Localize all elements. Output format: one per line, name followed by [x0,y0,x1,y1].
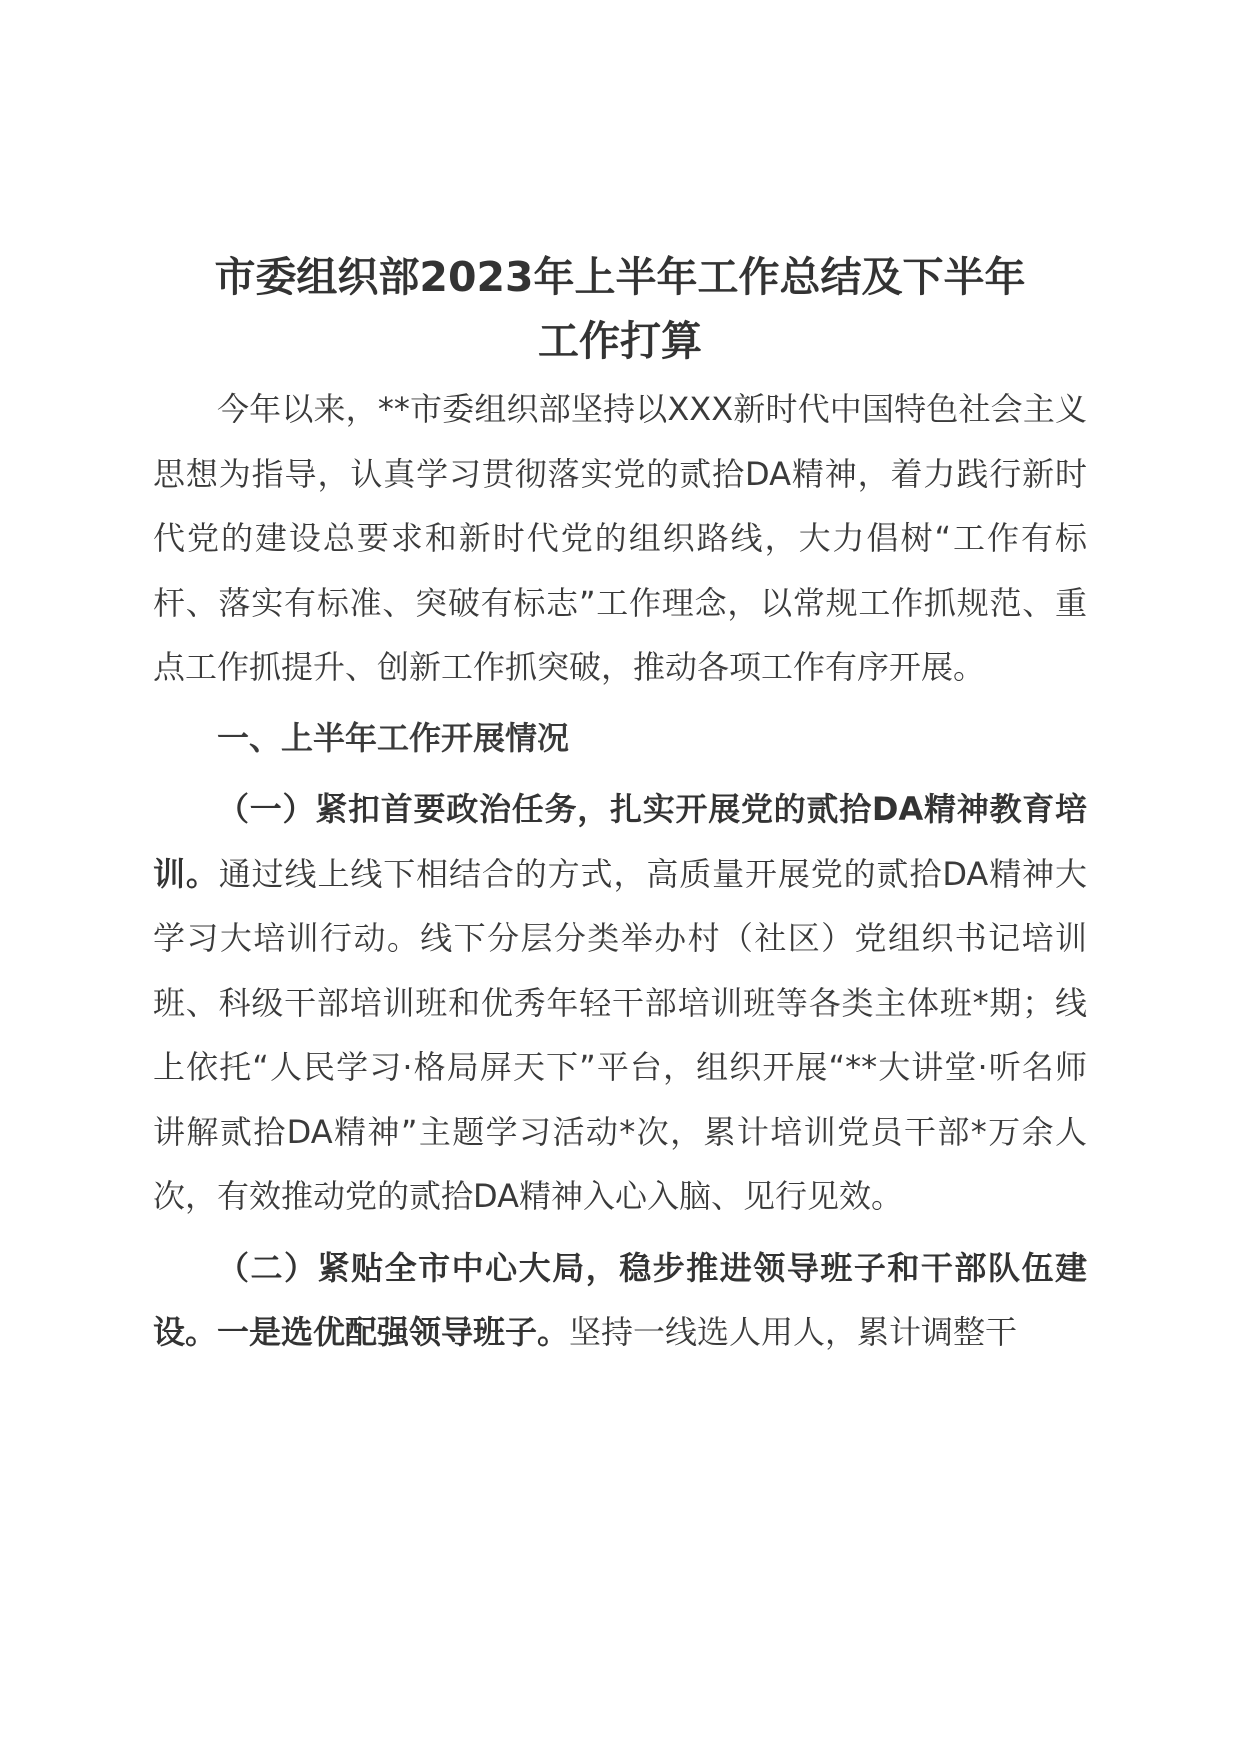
section-item-2-body: 坚持一线选人用人，累计调整干 [569,1313,1018,1351]
intro-paragraph: 今年以来，**市委组织部坚持以XXX新时代中国特色社会主义思想为指导，认真学习贯彻落实党的贰拾DA精神，着力践行新时代党的建设总要求和新时代党的组织路线，大力倡树“工作有标杆、落实有标准、突破有标志”工作理念，以常规工作抓规范、重点工作抓提升、创新工作抓突破，推动各项工作有序开展。 [153,390,1087,686]
title-line-2: 工作打算 [538,317,702,365]
section-item-1 [153,777,1087,1229]
section-item-2-lead: （二）紧贴全市中心大局，稳步推进领导班子和干部队伍建设。 [153,1248,1087,1351]
document-body [153,245,1087,1365]
section-item-2-sub-lead: 一是选优配强领导班子。 [217,1313,570,1351]
title-line-1: 市委组织部2023年上半年工作总结及下半年 [214,253,1026,301]
section-item-2 [153,1236,1087,1365]
section-item-1-body: 通过线上线下相结合的方式，高质量开展党的贰拾DA精神大学习大培训行动。线下分层分类举办村（社区）党组织书记培训班、科级干部培训班和优秀年轻干部培训班等各类主体班*期；线上依托“人民学习·格局屏天下”平台，组织开展“**大讲堂·听名师讲解贰拾DA精神”主题学习活动*次，累计培训党员干部*万余人次，有效推动党的贰拾DA精神入心入脑、见行见效。 [153,854,1087,1215]
document-title [153,245,1087,373]
section-item-1-lead: （一）紧扣首要政治任务，扎实开展党的贰拾DA精神教育培训。 [153,790,1087,893]
section-heading: 一、上半年工作开展情况 [217,718,570,757]
